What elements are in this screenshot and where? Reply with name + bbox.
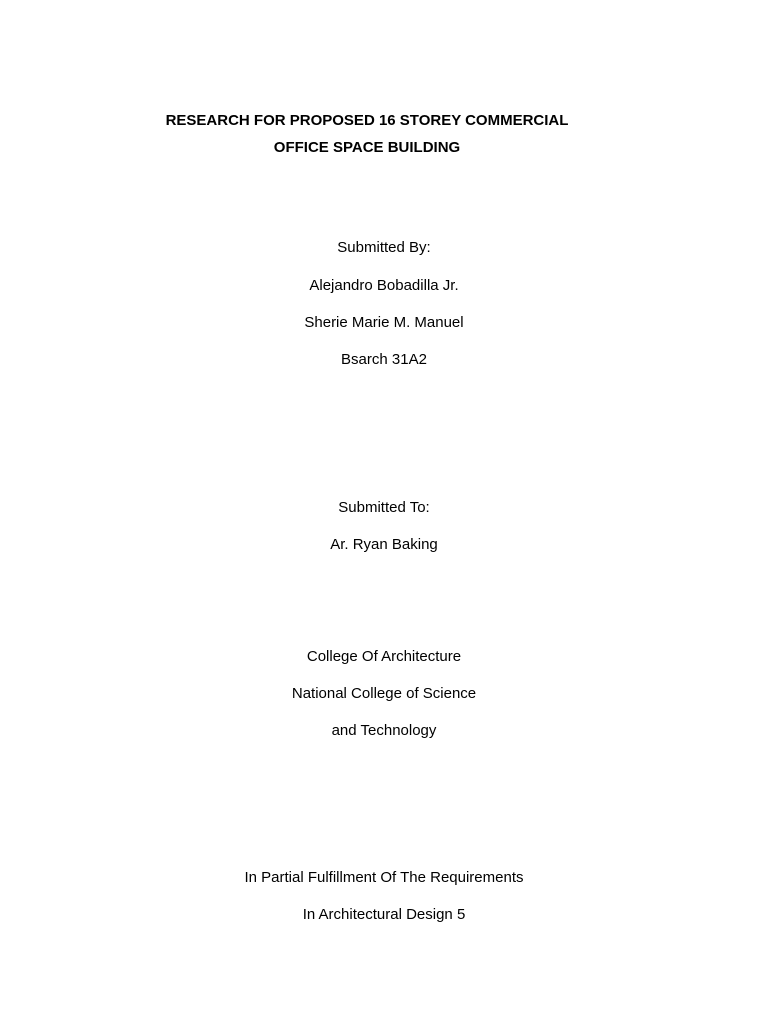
- adviser-name: Ar. Ryan Baking: [330, 536, 438, 553]
- author-1: Alejandro Bobadilla Jr.: [309, 277, 459, 294]
- fulfillment-line-1: In Partial Fulfillment Of The Requirements: [244, 869, 524, 886]
- institution-line-1: College Of Architecture: [306, 648, 462, 665]
- institution-line-2: National College of Science: [291, 685, 477, 702]
- title-line-1: RESEARCH FOR PROPOSED 16 STOREY COMMERCIAL: [165, 112, 569, 129]
- submitted-by-label: Submitted By:: [337, 239, 431, 256]
- fulfillment-line-2: In Architectural Design 5: [302, 906, 466, 923]
- submitted-to-label: Submitted To:: [338, 499, 430, 516]
- section-code: Bsarch 31A2: [341, 351, 427, 368]
- institution-line-3: and Technology: [331, 722, 437, 739]
- author-2: Sherie Marie M. Manuel: [304, 314, 464, 331]
- title-line-2: OFFICE SPACE BUILDING: [273, 139, 461, 156]
